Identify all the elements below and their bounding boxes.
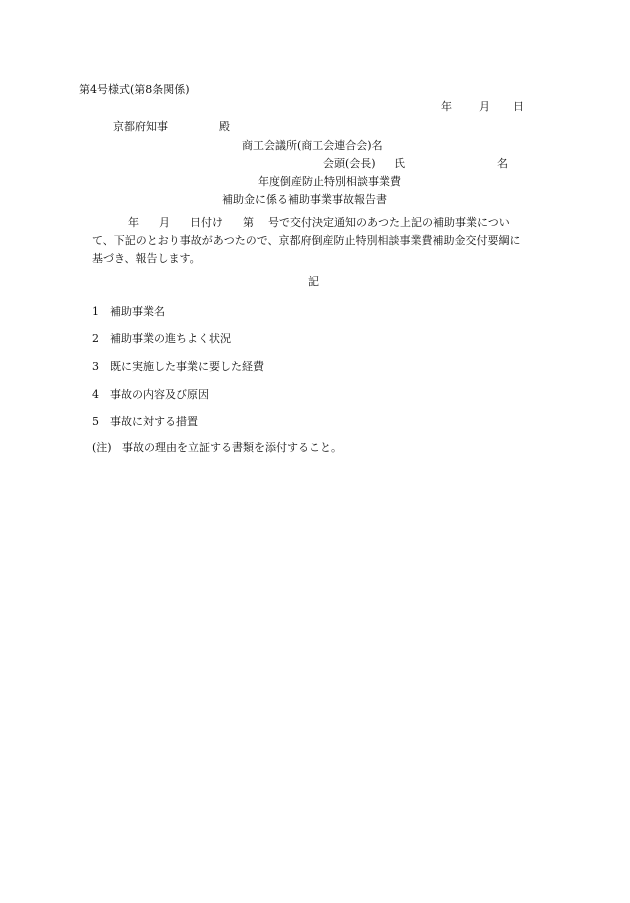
list-item [92,333,231,344]
item-label: 事故の内容及び原因 [110,388,209,401]
body-paragraph [92,214,522,268]
report-title-line-1: 年度倒産防止特別相談事業費 [258,175,401,188]
item-number: 3 [92,360,99,373]
addressee-suffix: 殿 [219,120,230,133]
list-item [92,416,198,427]
organization-name-line: 商工会議所(商工会連合会)名 [242,139,383,152]
body-dated: 日付け [190,216,223,229]
note [92,442,342,453]
body-row-1 [92,214,522,232]
report-title-line-2: 補助金に係る補助事業事故報告書 [222,193,387,206]
list-item [92,389,209,400]
body-row-2: て、下記のとおり事故があつたので、京都府倒産防止特別相談事業費補助金交付要綱に [92,234,521,247]
item-label: 既に実施した事業に要した経費 [110,360,264,373]
head-title: 会頭(会長) [323,157,376,170]
body-month: 月 [159,216,170,229]
body-row-3: 基づき、報告します。 [92,252,201,265]
addressee: 京都府知事 [113,120,168,133]
list-item [92,361,264,372]
form-number-label: 第4号様式(第8条関係) [79,83,190,96]
item-label: 補助事業の進ちよく状況 [110,332,231,345]
item-number: 5 [92,415,99,428]
date-month-label: 月 [479,100,490,113]
ki-heading: 記 [308,275,319,288]
head-name-label: 氏 [394,157,405,170]
body-year: 年 [128,216,139,229]
body-row1-rest: 号で交付決定通知のあつた上記の補助事業につい [268,216,510,229]
item-number: 2 [92,332,99,345]
item-number: 4 [92,388,99,401]
head-name-end: 名 [497,157,508,170]
item-label: 補助事業名 [110,305,165,318]
date-day-label: 日 [513,100,524,113]
date-year-label: 年 [441,100,452,113]
body-no: 第 [243,216,254,229]
item-number: 1 [92,305,99,318]
note-text: 事故の理由を立証する書類を添付すること。 [122,441,342,454]
note-label: (注) [92,441,112,454]
item-label: 事故に対する措置 [110,415,198,428]
list-item [92,306,165,317]
